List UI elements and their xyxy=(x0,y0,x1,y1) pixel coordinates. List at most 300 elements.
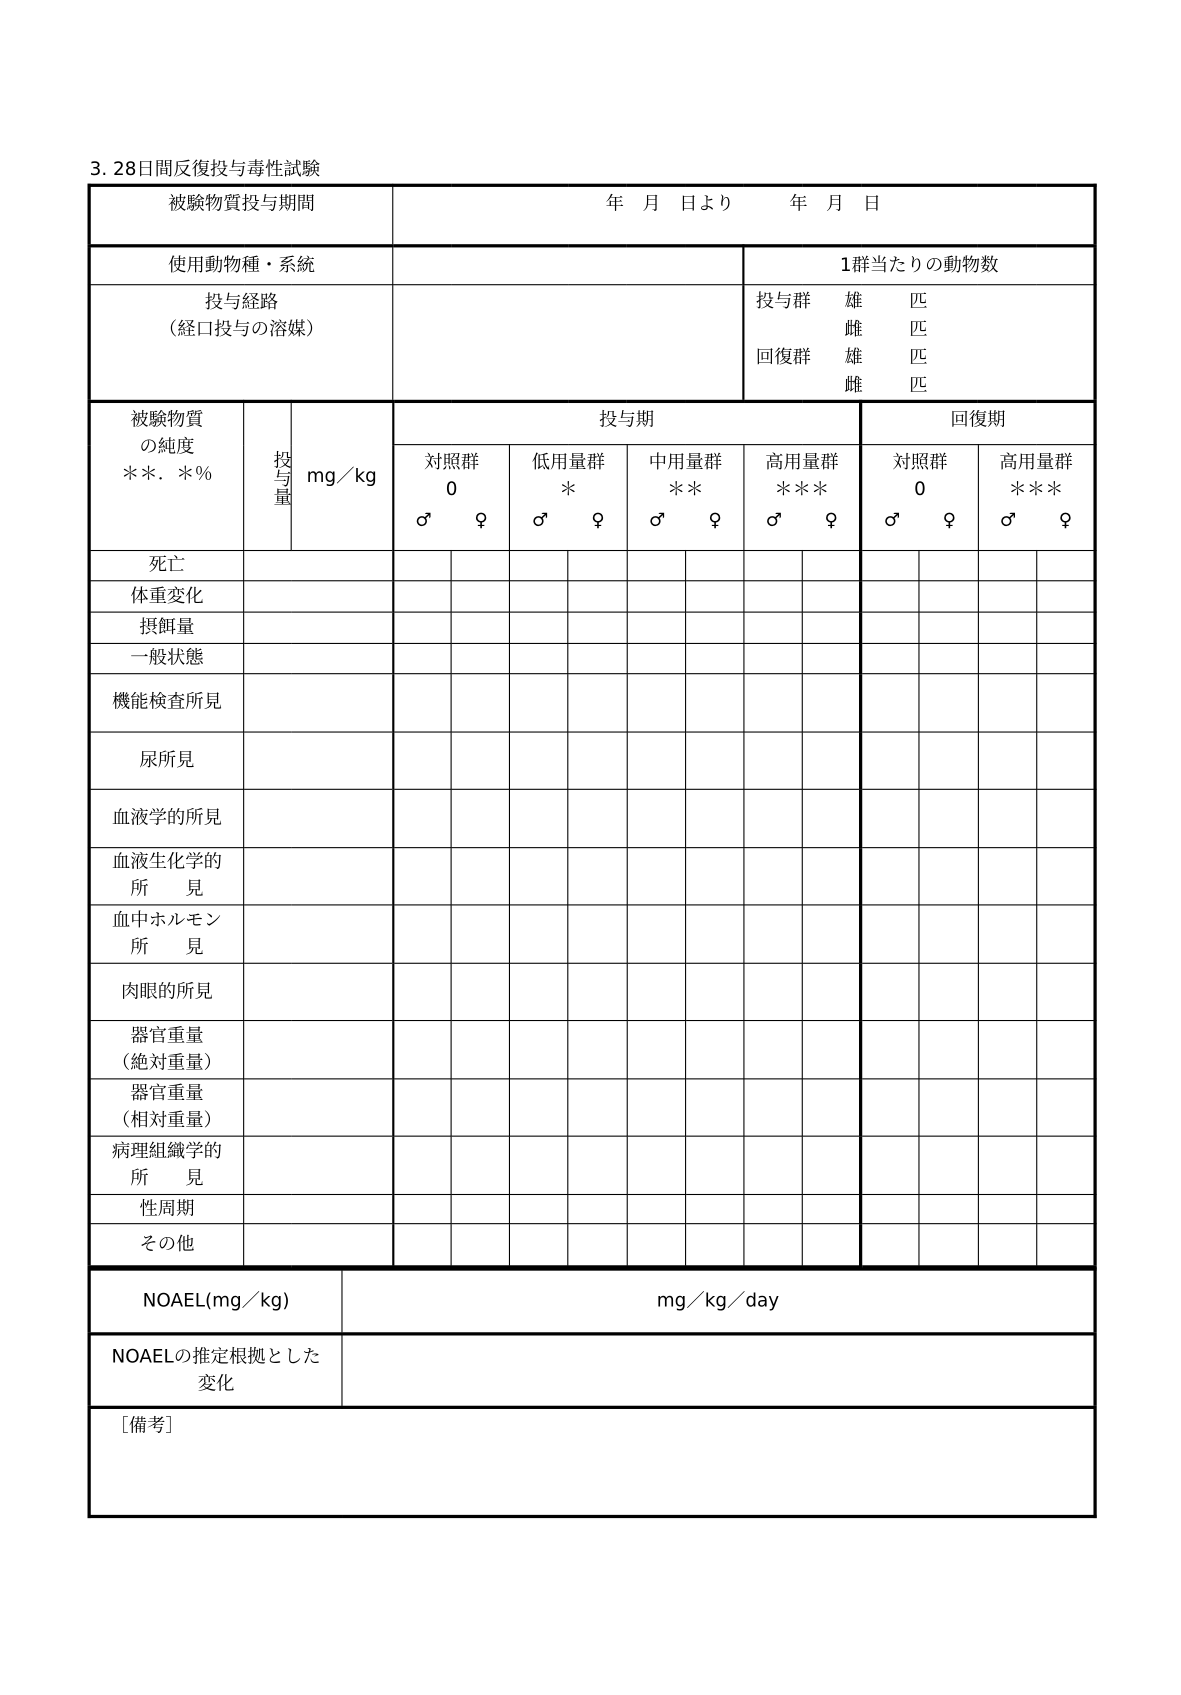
male-result-cell[interactable] xyxy=(744,1079,803,1136)
female-result-cell[interactable] xyxy=(685,612,744,643)
male-result-cell[interactable] xyxy=(861,789,920,847)
female-result-cell[interactable] xyxy=(1036,581,1095,612)
row-dose-cell[interactable] xyxy=(244,1224,393,1267)
row-label-line2: 所 見 xyxy=(130,936,204,958)
route-label xyxy=(89,285,393,402)
male-result-cell[interactable] xyxy=(510,963,569,1020)
female-result-cell[interactable] xyxy=(685,551,744,581)
male-result-cell[interactable] xyxy=(393,1194,452,1223)
row-label xyxy=(89,551,244,581)
female-result-cell[interactable] xyxy=(451,963,510,1020)
dosing-period-header: 投与期 xyxy=(393,401,861,444)
female-result-cell[interactable] xyxy=(568,1079,627,1136)
male-result-cell[interactable] xyxy=(978,1224,1037,1267)
male-result-cell[interactable] xyxy=(978,789,1037,847)
male-result-cell[interactable] xyxy=(861,1021,920,1079)
female-result-cell[interactable] xyxy=(451,732,510,789)
female-result-cell[interactable] xyxy=(919,1224,978,1267)
female-result-cell[interactable] xyxy=(568,732,627,789)
male-result-cell[interactable] xyxy=(627,1194,686,1223)
row-label xyxy=(89,674,244,732)
count-sex: 雄 xyxy=(844,290,863,313)
table-row xyxy=(89,848,1095,905)
count-line xyxy=(756,316,1094,344)
purity-value: ＊＊．＊％ xyxy=(121,463,213,486)
male-result-cell[interactable] xyxy=(627,732,686,789)
period-label: 被験物質投与期間 xyxy=(89,185,393,246)
route-label-line2: （経口投与の溶媒） xyxy=(158,318,325,341)
female-result-cell[interactable] xyxy=(802,963,861,1020)
group-header xyxy=(510,445,627,551)
male-result-cell[interactable] xyxy=(744,581,803,612)
female-result-cell[interactable] xyxy=(685,1079,744,1136)
species-label: 使用動物種・系統 xyxy=(89,246,393,285)
female-result-cell[interactable] xyxy=(919,789,978,847)
male-result-cell[interactable] xyxy=(510,643,569,673)
female-result-cell[interactable] xyxy=(919,581,978,612)
group-name: 高用量群 xyxy=(765,451,839,474)
male-icon: ♂ xyxy=(765,509,783,532)
male-result-cell[interactable] xyxy=(978,643,1037,673)
male-result-cell[interactable] xyxy=(627,674,686,732)
female-result-cell[interactable] xyxy=(802,643,861,673)
notes-label: ［備考］ xyxy=(110,1415,184,1438)
count-group: 投与群 xyxy=(755,290,811,313)
table-row xyxy=(89,905,1095,963)
male-result-cell[interactable] xyxy=(393,848,452,905)
count-unit: 匹 xyxy=(909,346,928,369)
male-result-cell[interactable] xyxy=(978,1136,1037,1194)
row-label-line2: 所 見 xyxy=(130,878,204,901)
table-row xyxy=(89,643,1095,673)
row-label-line2: 所 見 xyxy=(130,1167,204,1190)
female-result-cell[interactable] xyxy=(568,1021,627,1079)
female-result-cell[interactable] xyxy=(919,1194,978,1223)
male-result-cell[interactable] xyxy=(744,674,803,732)
group-dose: ＊＊ xyxy=(666,478,704,501)
male-result-cell[interactable] xyxy=(744,732,803,789)
route-label-line1: 投与経路 xyxy=(204,291,279,314)
row-dose-cell[interactable] xyxy=(244,732,393,789)
row-label xyxy=(89,732,244,789)
row-dose-cell[interactable] xyxy=(244,789,393,847)
female-result-cell[interactable] xyxy=(685,848,744,905)
female-result-cell[interactable] xyxy=(451,1021,510,1079)
dose-label: 投与量 xyxy=(244,401,292,550)
male-result-cell[interactable] xyxy=(393,789,452,847)
female-result-cell[interactable] xyxy=(451,1224,510,1267)
female-result-cell[interactable] xyxy=(1036,789,1095,847)
male-result-cell[interactable] xyxy=(744,848,803,905)
group-header xyxy=(861,445,978,551)
row-label-line1: その他 xyxy=(139,1233,195,1256)
noael-basis-line1: NOAELの推定根拠とした xyxy=(111,1345,321,1368)
count-unit: 匹 xyxy=(909,374,928,397)
female-result-cell[interactable] xyxy=(1036,551,1095,581)
male-result-cell[interactable] xyxy=(978,1021,1037,1079)
table-row xyxy=(89,612,1095,643)
female-result-cell[interactable] xyxy=(1036,1079,1095,1136)
male-result-cell[interactable] xyxy=(627,848,686,905)
table-row xyxy=(89,1021,1095,1079)
female-result-cell[interactable] xyxy=(451,1194,510,1223)
male-result-cell[interactable] xyxy=(861,612,920,643)
female-result-cell[interactable] xyxy=(568,581,627,612)
row-label xyxy=(89,1021,244,1079)
female-result-cell[interactable] xyxy=(568,963,627,1020)
male-result-cell[interactable] xyxy=(393,963,452,1020)
male-result-cell[interactable] xyxy=(393,551,452,581)
male-result-cell[interactable] xyxy=(744,1021,803,1079)
female-result-cell[interactable] xyxy=(802,1136,861,1194)
female-result-cell[interactable] xyxy=(802,1079,861,1136)
female-result-cell[interactable] xyxy=(685,732,744,789)
count-label: 1群当たりの動物数 xyxy=(744,246,1095,285)
male-result-cell[interactable] xyxy=(510,581,569,612)
male-result-cell[interactable] xyxy=(861,905,920,963)
male-result-cell[interactable] xyxy=(861,551,920,581)
toxicity-table xyxy=(88,184,1097,1269)
female-icon: ♀ xyxy=(708,509,722,532)
row-dose-cell[interactable] xyxy=(244,1079,393,1136)
male-icon: ♂ xyxy=(999,509,1017,532)
male-result-cell[interactable] xyxy=(510,789,569,847)
female-result-cell[interactable] xyxy=(1036,643,1095,673)
male-result-cell[interactable] xyxy=(627,643,686,673)
male-icon: ♂ xyxy=(531,509,549,532)
male-result-cell[interactable] xyxy=(510,1079,569,1136)
group-name: 対照群 xyxy=(892,451,948,474)
male-icon: ♂ xyxy=(415,509,432,532)
count-line xyxy=(756,287,1094,315)
row-label xyxy=(89,1079,244,1136)
female-result-cell[interactable] xyxy=(568,674,627,732)
female-result-cell[interactable] xyxy=(568,612,627,643)
row-label xyxy=(89,612,244,643)
male-result-cell[interactable] xyxy=(393,643,452,673)
female-result-cell[interactable] xyxy=(451,789,510,847)
count-sex: 雌 xyxy=(844,374,863,397)
row-label-line2: （相対重量） xyxy=(111,1109,223,1132)
male-result-cell[interactable] xyxy=(627,1021,686,1079)
row-label-line1: 死亡 xyxy=(148,554,186,576)
male-result-cell[interactable] xyxy=(510,551,569,581)
male-result-cell[interactable] xyxy=(393,732,452,789)
female-result-cell[interactable] xyxy=(568,848,627,905)
female-result-cell[interactable] xyxy=(919,848,978,905)
female-result-cell[interactable] xyxy=(685,905,744,963)
female-result-cell[interactable] xyxy=(919,674,978,732)
male-result-cell[interactable] xyxy=(861,1079,920,1136)
male-result-cell[interactable] xyxy=(510,1136,569,1194)
male-result-cell[interactable] xyxy=(510,1194,569,1223)
male-result-cell[interactable] xyxy=(978,963,1037,1020)
male-result-cell[interactable] xyxy=(627,1136,686,1194)
male-result-cell[interactable] xyxy=(744,1224,803,1267)
female-result-cell[interactable] xyxy=(802,1021,861,1079)
male-result-cell[interactable] xyxy=(978,674,1037,732)
male-result-cell[interactable] xyxy=(978,732,1037,789)
male-result-cell[interactable] xyxy=(393,1079,452,1136)
row-dose-cell[interactable] xyxy=(244,848,393,905)
female-result-cell[interactable] xyxy=(1036,963,1095,1020)
male-result-cell[interactable] xyxy=(393,1224,452,1267)
row-dose-cell[interactable] xyxy=(244,905,393,963)
row-dose-cell[interactable] xyxy=(244,551,393,581)
male-result-cell[interactable] xyxy=(510,1021,569,1079)
male-result-cell[interactable] xyxy=(627,905,686,963)
male-result-cell[interactable] xyxy=(510,905,569,963)
row-label xyxy=(89,905,244,963)
group-name: 対照群 xyxy=(423,451,480,474)
male-result-cell[interactable] xyxy=(393,581,452,612)
male-result-cell[interactable] xyxy=(861,1194,920,1223)
group-header xyxy=(393,445,510,551)
female-icon: ♀ xyxy=(1058,509,1073,532)
row-dose-cell[interactable] xyxy=(244,612,393,643)
row-label-line1: 性周期 xyxy=(139,1197,195,1220)
female-result-cell[interactable] xyxy=(802,612,861,643)
row-dose-cell[interactable] xyxy=(244,643,393,673)
female-result-cell[interactable] xyxy=(568,551,627,581)
table-row xyxy=(89,1194,1095,1223)
male-result-cell[interactable] xyxy=(861,1136,920,1194)
female-icon: ♀ xyxy=(942,509,957,532)
table-row xyxy=(89,551,1095,581)
male-result-cell[interactable] xyxy=(627,1224,686,1267)
male-result-cell[interactable] xyxy=(861,732,920,789)
group-dose: ＊ xyxy=(559,478,578,501)
female-result-cell[interactable] xyxy=(451,1136,510,1194)
male-result-cell[interactable] xyxy=(978,1079,1037,1136)
female-result-cell[interactable] xyxy=(568,1224,627,1267)
noael-label: NOAEL(mg／kg) xyxy=(89,1269,342,1334)
row-dose-cell[interactable] xyxy=(244,1021,393,1079)
purity-label2: の純度 xyxy=(139,436,195,459)
male-result-cell[interactable] xyxy=(861,674,920,732)
male-result-cell[interactable] xyxy=(510,612,569,643)
route-input[interactable] xyxy=(393,285,744,402)
count-line xyxy=(756,344,1094,372)
male-result-cell[interactable] xyxy=(393,1021,452,1079)
group-dose: ＊＊＊ xyxy=(774,478,830,501)
count-line xyxy=(756,372,1094,400)
table-row xyxy=(89,1079,1095,1136)
table-row xyxy=(89,1136,1095,1194)
row-label-line1: 摂餌量 xyxy=(139,616,195,639)
female-result-cell[interactable] xyxy=(802,674,861,732)
noael-value[interactable]: mg／kg／day xyxy=(342,1269,1095,1334)
female-result-cell[interactable] xyxy=(685,789,744,847)
male-result-cell[interactable] xyxy=(744,1194,803,1223)
row-label-line1: 肉眼的所見 xyxy=(121,980,213,1003)
female-result-cell[interactable] xyxy=(802,789,861,847)
female-result-cell[interactable] xyxy=(451,612,510,643)
male-result-cell[interactable] xyxy=(744,612,803,643)
female-result-cell[interactable] xyxy=(685,963,744,1020)
count-unit: 匹 xyxy=(909,318,928,341)
group-name: 高用量群 xyxy=(999,451,1073,474)
female-result-cell[interactable] xyxy=(919,1021,978,1079)
female-result-cell[interactable] xyxy=(685,1194,744,1223)
row-dose-cell[interactable] xyxy=(244,581,393,612)
female-result-cell[interactable] xyxy=(451,905,510,963)
group-dose: 0 xyxy=(914,478,926,501)
notes-area[interactable] xyxy=(89,1407,1095,1516)
male-result-cell[interactable] xyxy=(393,612,452,643)
unit-label: mg／kg xyxy=(291,401,393,550)
female-icon: ♀ xyxy=(591,509,605,532)
female-result-cell[interactable] xyxy=(451,581,510,612)
row-label-line2: （絶対重量） xyxy=(111,1051,223,1074)
female-result-cell[interactable] xyxy=(802,1194,861,1223)
male-result-cell[interactable] xyxy=(393,905,452,963)
row-label-line1: 一般状態 xyxy=(130,647,204,669)
female-result-cell[interactable] xyxy=(1036,1021,1095,1079)
male-result-cell[interactable] xyxy=(627,963,686,1020)
female-icon: ♀ xyxy=(824,509,839,532)
male-result-cell[interactable] xyxy=(627,789,686,847)
group-dose: 0 xyxy=(445,478,458,501)
female-result-cell[interactable] xyxy=(919,1079,978,1136)
female-result-cell[interactable] xyxy=(685,1224,744,1267)
female-result-cell[interactable] xyxy=(451,674,510,732)
female-result-cell[interactable] xyxy=(451,848,510,905)
recovery-period-header: 回復期 xyxy=(861,401,1095,444)
male-result-cell[interactable] xyxy=(861,1224,920,1267)
table-row xyxy=(89,1224,1095,1267)
row-label-line1: 血液生化学的 xyxy=(111,851,223,874)
count-sex: 雌 xyxy=(844,318,863,341)
group-header xyxy=(744,445,861,551)
group-dose: ＊＊＊ xyxy=(1008,478,1064,501)
male-result-cell[interactable] xyxy=(744,905,803,963)
male-result-cell[interactable] xyxy=(627,581,686,612)
female-result-cell[interactable] xyxy=(685,581,744,612)
male-result-cell[interactable] xyxy=(510,732,569,789)
row-label xyxy=(89,963,244,1020)
male-result-cell[interactable] xyxy=(744,1136,803,1194)
male-result-cell[interactable] xyxy=(978,1194,1037,1223)
male-result-cell[interactable] xyxy=(861,643,920,673)
male-result-cell[interactable] xyxy=(978,551,1037,581)
female-result-cell[interactable] xyxy=(1036,1136,1095,1194)
male-result-cell[interactable] xyxy=(744,551,803,581)
noael-basis-label xyxy=(89,1334,342,1407)
male-result-cell[interactable] xyxy=(627,551,686,581)
female-result-cell[interactable] xyxy=(1036,612,1095,643)
noael-basis-input[interactable] xyxy=(342,1334,1095,1407)
row-label-line1: 病理組織学的 xyxy=(111,1140,223,1163)
female-result-cell[interactable] xyxy=(919,963,978,1020)
row-dose-cell[interactable] xyxy=(244,674,393,732)
male-result-cell[interactable] xyxy=(627,612,686,643)
female-result-cell[interactable] xyxy=(568,1136,627,1194)
female-result-cell[interactable] xyxy=(568,1194,627,1223)
female-result-cell[interactable] xyxy=(919,1136,978,1194)
row-label xyxy=(89,848,244,905)
animal-counts[interactable] xyxy=(744,285,1095,402)
female-result-cell[interactable] xyxy=(1036,905,1095,963)
group-name: 中用量群 xyxy=(648,451,723,474)
female-result-cell[interactable] xyxy=(451,1079,510,1136)
male-result-cell[interactable] xyxy=(510,848,569,905)
female-result-cell[interactable] xyxy=(802,551,861,581)
female-result-cell[interactable] xyxy=(685,1021,744,1079)
male-result-cell[interactable] xyxy=(861,848,920,905)
row-dose-cell[interactable] xyxy=(244,1136,393,1194)
male-result-cell[interactable] xyxy=(510,674,569,732)
row-label-line1: 体重変化 xyxy=(130,585,204,607)
female-result-cell[interactable] xyxy=(568,643,627,673)
period-value[interactable]: 年 月 日より 年 月 日 xyxy=(393,185,1095,246)
female-result-cell[interactable] xyxy=(1036,1194,1095,1223)
row-label xyxy=(89,1224,244,1267)
purity-cell xyxy=(89,401,244,550)
male-result-cell[interactable] xyxy=(978,612,1037,643)
female-result-cell[interactable] xyxy=(685,674,744,732)
female-result-cell[interactable] xyxy=(802,1224,861,1267)
female-result-cell[interactable] xyxy=(568,905,627,963)
male-result-cell[interactable] xyxy=(744,963,803,1020)
female-result-cell[interactable] xyxy=(1036,732,1095,789)
male-result-cell[interactable] xyxy=(978,905,1037,963)
row-label xyxy=(89,789,244,847)
female-result-cell[interactable] xyxy=(568,789,627,847)
table-row xyxy=(89,674,1095,732)
male-result-cell[interactable] xyxy=(861,581,920,612)
male-result-cell[interactable] xyxy=(978,848,1037,905)
female-result-cell[interactable] xyxy=(802,905,861,963)
male-result-cell[interactable] xyxy=(744,643,803,673)
female-result-cell[interactable] xyxy=(919,732,978,789)
female-result-cell[interactable] xyxy=(919,905,978,963)
female-result-cell[interactable] xyxy=(919,643,978,673)
female-result-cell[interactable] xyxy=(919,551,978,581)
male-result-cell[interactable] xyxy=(861,963,920,1020)
group-header xyxy=(978,445,1095,551)
male-result-cell[interactable] xyxy=(744,789,803,847)
female-result-cell[interactable] xyxy=(685,643,744,673)
row-dose-cell[interactable] xyxy=(244,1194,393,1223)
male-result-cell[interactable] xyxy=(510,1224,569,1267)
female-result-cell[interactable] xyxy=(802,581,861,612)
group-name: 低用量群 xyxy=(531,451,606,474)
female-result-cell[interactable] xyxy=(1036,674,1095,732)
male-result-cell[interactable] xyxy=(627,1079,686,1136)
female-result-cell[interactable] xyxy=(451,643,510,673)
female-result-cell[interactable] xyxy=(451,551,510,581)
female-result-cell[interactable] xyxy=(685,1136,744,1194)
table-row xyxy=(89,789,1095,847)
male-result-cell[interactable] xyxy=(978,581,1037,612)
species-input[interactable] xyxy=(393,246,744,285)
female-icon: ♀ xyxy=(474,509,488,532)
female-result-cell[interactable] xyxy=(1036,1224,1095,1267)
male-result-cell[interactable] xyxy=(393,1136,452,1194)
count-group: 回復群 xyxy=(755,346,811,369)
female-result-cell[interactable] xyxy=(802,848,861,905)
female-result-cell[interactable] xyxy=(1036,848,1095,905)
female-result-cell[interactable] xyxy=(802,732,861,789)
male-result-cell[interactable] xyxy=(393,674,452,732)
table-row xyxy=(89,581,1095,612)
group-header xyxy=(627,445,744,551)
row-dose-cell[interactable] xyxy=(244,963,393,1020)
table-row xyxy=(89,963,1095,1020)
female-result-cell[interactable] xyxy=(919,612,978,643)
section-title: 3. 28日間反復投与毒性試験 xyxy=(89,158,321,181)
